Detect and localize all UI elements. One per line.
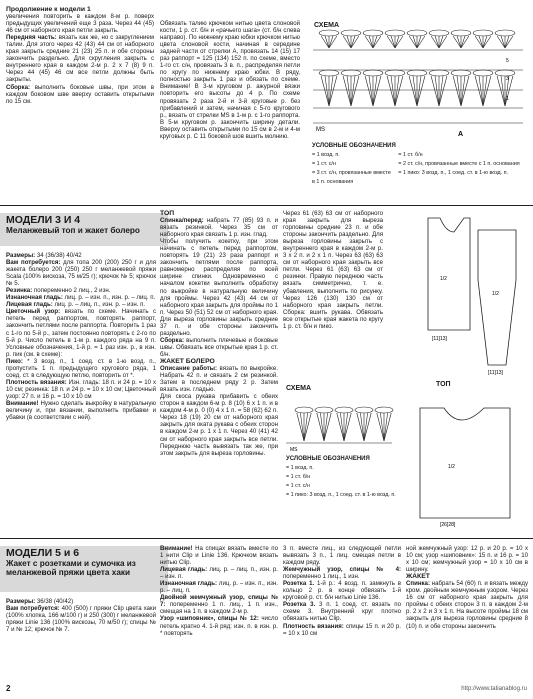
- stitch-mark: [343, 36, 351, 48]
- stitch-mark: [373, 36, 381, 48]
- stitch-mark: [337, 413, 344, 441]
- inline-label: Лицевая гладь:: [6, 301, 53, 309]
- paragraph-text: 3 п. вместе лиц., из следующей петли вывязать 3 п., 1 лиц. смещая петли в каждом ряду.: [283, 545, 401, 567]
- paragraph-text: набрать 54 (60) п. и вязать между кром. двойным жемчужным узором. Через 16 см от наборного края закрыть для проймы с обеих сторон 3 п. в каждом 2-м р. 2 х 2 и 3 х 1 п. На высоте проймы 18 см закрыть для выреза горловины средние 8 (10) п. и обе стороны закончить: [406, 580, 528, 630]
- stitch-mark: [475, 36, 483, 48]
- chain-loop: [407, 70, 427, 76]
- stitch-mark: [329, 76, 337, 106]
- paragraph: [160, 238, 278, 337]
- stitch-mark: [457, 36, 461, 48]
- scheme1-crochet-chart: [308, 28, 528, 138]
- inline-label: Описание работы:: [160, 365, 218, 373]
- stitch-mark: [325, 36, 329, 48]
- watermark-url: http://www.tatianablog.ru: [461, 686, 527, 692]
- divider-2: [0, 538, 533, 539]
- paragraph: [283, 623, 401, 637]
- svg-text:1/2: 1/2: [448, 464, 455, 470]
- stitch-mark: [417, 36, 421, 48]
- paragraph-text: 36/38 (40/42): [35, 598, 74, 605]
- paragraph-text: лиц. р. – изн. п., изн. р. – лиц. п.: [62, 294, 156, 302]
- page-number: 2: [6, 684, 11, 693]
- chain-loop: [473, 70, 493, 76]
- chain-loop: [429, 30, 449, 36]
- stitch-mark: [344, 413, 348, 441]
- stitch-mark: [329, 36, 333, 48]
- top-pattern-diagram: [400, 388, 528, 528]
- stitch-mark: [431, 36, 439, 48]
- svg-text:1: 1: [506, 96, 509, 102]
- stitch-mark: [409, 36, 417, 48]
- stitch-mark: [357, 413, 364, 441]
- stitch-mark: [329, 36, 337, 48]
- inline-label: Сборка:: [160, 336, 184, 344]
- stitch-mark: [304, 413, 308, 441]
- stitch-mark: [395, 76, 399, 106]
- paragraph-text: лиц. р. – лиц. п., изн. р. – изн. п.: [160, 566, 278, 581]
- paragraph: [6, 252, 156, 259]
- paragraph: [160, 594, 278, 615]
- chain-loop: [355, 407, 373, 413]
- paragraph-text: 1-й р.: 4 возд. п. замкнуть в кольцо 2 р. в конце обвязать 1-й круговой р. ст. б/н нитью Linie 136.: [283, 580, 401, 602]
- chain-loop: [385, 30, 405, 36]
- paragraph: [160, 615, 278, 636]
- legend-item: = 3 ст. с/н, провязанные вместе в 1 п. основания: [312, 170, 391, 185]
- inline-label: Внимание!: [160, 545, 193, 552]
- scheme1-title: СХЕМА: [314, 22, 340, 29]
- stitch-mark: [365, 76, 373, 106]
- paragraph: [6, 294, 156, 301]
- diagram-label-sleeve: 1/2: [492, 291, 499, 297]
- paragraph: [283, 545, 401, 566]
- paragraph-text: число петель кратно 4. 1-й ряд: изн. п. в изн. р. * повторять: [160, 615, 278, 637]
- stitch-mark: [395, 36, 399, 48]
- paragraph: [160, 545, 278, 566]
- paragraph-text: 400 (500) г пряжи Clip цвета хаки (100% хлопка, 166 м/100 г) и 250 (300) г меланжевой пряжи Linie 136 (100% вискозы, 70 м/50 г); спицы № 7 и № 12; крючок № 7.: [6, 605, 156, 634]
- legend-item: = 1 ст. б/н: [398, 152, 423, 158]
- paragraph: [283, 601, 401, 622]
- paragraph: Через 61 (63) 63 см от наборного края закрыть для выреза горловины средние 23 п. и обе стороны закончить раздельно. Для выреза горловины закрыть с внутреннего края в каждом 2-м р. 3 х 2 п. и 2 х 1 п. Через 63 (63) 63 см от наборного края закрыть все петли. Через 61 (63) 63 см от резинки. Правую переднюю часть вязать симметрично, т. е. убавления, выполнить по рисунку. Через 126 (130) 130 см от наборного края закрыть петли. Сборка: вшить рукава. Обвязать все открытые края жакета по кругу 1 р. ст. б/н и пико.: [283, 210, 383, 330]
- chain-loop: [363, 30, 383, 36]
- stitch-mark: [317, 413, 324, 441]
- paragraph-text: Чтобы получить кокетку, при этом начинать с петель перед раппортом, повторять 19 (21) 23 раза раппорт и закончить петлями после раппорта, равномерно распределяя по всей ширине спинки. Одновременно с началом кокетки выполнить обработку по выкройке в натуральную величину для проймы. Через 42 (43) 44 см от наборного края закрыть для проймы по 1 п. Через 50 (51) 52 см от наборного края. Для выреза горловины закрыть средние 37 п. и обе стороны закончить раздельно.: [160, 238, 278, 337]
- diagram-label-back: 1/2: [440, 276, 447, 282]
- stitch-mark: [329, 76, 333, 106]
- model56-materials-text: [6, 598, 156, 683]
- inline-label: Спинка/перед:: [160, 217, 204, 225]
- svg-text:[26]28]: [26]28]: [440, 522, 456, 528]
- stitch-mark: [297, 413, 304, 441]
- model34-materials-text: [6, 252, 156, 532]
- svg-text:5: 5: [506, 58, 509, 64]
- stitch-mark: [413, 36, 417, 48]
- stitch-mark: [343, 76, 351, 106]
- section-heading: ЖАКЕТ: [406, 573, 430, 581]
- inline-label: Жемчужный узор, спицы № 4:: [283, 566, 401, 574]
- paragraph: [6, 400, 156, 421]
- scheme1-legend: [312, 142, 530, 187]
- inline-label: Передняя часть:: [6, 34, 57, 42]
- stitch-mark: [384, 413, 388, 441]
- stitch-mark: [483, 76, 491, 106]
- stitch-mark: [324, 413, 328, 441]
- model56-rosettes-text: [283, 545, 401, 685]
- model56-title: МОДЕЛИ 5 и 6: [6, 547, 80, 559]
- paragraph: [160, 393, 278, 456]
- stitch-mark: [439, 36, 447, 48]
- scheme2-crochet-chart: [284, 393, 394, 453]
- stitch-mark: [417, 36, 425, 48]
- legend-item: = 1 ст. с/н: [312, 161, 336, 167]
- svg-text:[11]13]: [11]13]: [488, 370, 503, 376]
- section-heading: Продолжение к модели 1: [6, 6, 91, 13]
- stitch-mark: [320, 413, 324, 441]
- inline-label: Двойной жемчужный узор, спицы № 7:: [160, 594, 278, 609]
- inline-label: Размеры:: [6, 598, 36, 605]
- stitch-mark: [321, 36, 329, 48]
- model56-subtitle: Жакет с розетками и сумочка из меланжевой пряжи цвета хаки: [6, 559, 136, 577]
- inline-label: Вам потребуется:: [6, 259, 61, 267]
- stitch-mark: [380, 413, 384, 441]
- stitch-mark: [387, 36, 395, 48]
- paragraph-text: увеличения повторить в каждом 8-м р. поверх предыдущих увеличений еще 3 раза. Через 44 (45) 46 см от наборного края петли закрыть.: [6, 13, 154, 35]
- stitch-mark: [505, 36, 509, 48]
- stitch-mark: [453, 76, 461, 106]
- inline-label: Плотность вязания:: [6, 378, 67, 386]
- stitch-mark: [439, 76, 447, 106]
- stitch-mark: [505, 36, 513, 48]
- chain-loop: [407, 30, 427, 36]
- paragraph-text: 3 п. 1 соед. ст. вязать по схеме 3. Внутренний круг плотно обвязать нитью Clip.: [283, 601, 401, 623]
- stitch-mark: [395, 36, 403, 48]
- paragraph: [160, 566, 278, 580]
- stitch-mark: [373, 76, 381, 106]
- chain-loop: [341, 30, 361, 36]
- stitch-mark: [391, 36, 395, 48]
- inline-label: Розетка 3.: [283, 601, 316, 609]
- divider-1: [0, 205, 533, 206]
- inline-label: Изнаночная гладь:: [6, 294, 63, 302]
- stitch-mark: [373, 76, 377, 106]
- paragraph-text: попеременно 2 лиц., 2 изн.: [32, 287, 111, 295]
- stitch-mark: [475, 76, 483, 106]
- chain-loop: [335, 407, 353, 413]
- legend-item: = 1 возд. п.: [312, 152, 340, 158]
- model34-jacket-instructions: [283, 210, 383, 380]
- stitch-mark: [364, 413, 368, 441]
- model34-top-instructions: [160, 210, 278, 535]
- paragraph: [283, 566, 401, 580]
- inline-label: Внимание!: [6, 399, 39, 407]
- paragraph: [6, 84, 154, 105]
- paragraph-text: * 3 возд. п., 1 соед. ст. в 1-ю возд. п., пропустить 1 п. предыдущего кругового ряда, 1 соед. ст. в следующую петлю, повторить от *.: [6, 357, 156, 379]
- paragraph-text: лиц. р. – изн. п., изн. р. – лиц. п.: [160, 580, 278, 595]
- stitch-mark: [435, 76, 439, 106]
- inline-label: Узор «шиповник», спицы № 12:: [160, 615, 259, 623]
- jacket-pattern-diagram: [388, 210, 528, 380]
- section-heading: ТОП: [160, 210, 175, 217]
- model56-jacket-text: [406, 545, 528, 685]
- stitch-mark: [417, 76, 425, 106]
- stitch-mark: [439, 36, 443, 48]
- stitch-mark: [321, 76, 329, 106]
- paragraph: [160, 580, 278, 594]
- legend-item: = 1 пико: 3 возд. п., 1 соед. ст. в 1-ю возд. п.: [286, 492, 396, 498]
- stitch-mark: [364, 413, 371, 441]
- stitch-mark: [351, 76, 355, 106]
- paragraph-text: попеременно 1 лиц., 1 изн.: [283, 573, 360, 581]
- stitch-mark: [461, 36, 465, 48]
- paragraph: [406, 580, 528, 629]
- stitch-mark: [483, 36, 487, 48]
- chain-loop: [473, 30, 493, 36]
- paragraph: [6, 259, 156, 287]
- legend-item: = 1 ст. с/н: [286, 483, 310, 489]
- paragraph: [283, 580, 401, 601]
- svg-text:MS: MS: [290, 447, 298, 453]
- paragraph: [6, 598, 156, 605]
- legend2-title: УСЛОВНЫЕ ОБОЗНАЧЕНИЯ: [286, 456, 370, 462]
- chain-loop: [319, 70, 339, 76]
- stitch-mark: [347, 76, 351, 106]
- paragraph: [406, 545, 528, 573]
- chain-loop: [429, 70, 449, 76]
- paragraph: [6, 308, 156, 357]
- inline-label: Спинка:: [406, 580, 430, 588]
- stitch-mark: [351, 76, 359, 106]
- chain-loop: [495, 70, 515, 76]
- stitch-mark: [365, 36, 373, 48]
- svg-text:A: A: [458, 131, 464, 138]
- stitch-mark: [461, 36, 469, 48]
- paragraph-text: вязать как же, но с закруглением талии. Для этого через 42 (43) 44 см от наборного края закрыть средние 21 (23) 25 п. и обе стороны закончить раздельно. Для скругления закрыть с внутреннего края в каждом 2-м р. 2 х 7 (8) 9 п. Через 44 (45) 46 см все петли должны быть закрыты.: [6, 34, 154, 84]
- paragraph-text: попеременно 1 п. лиц., 1 п. изн., смещая на 1 п. в каждом 2-м р.: [160, 601, 278, 616]
- chain-loop: [315, 407, 333, 413]
- inline-label: Резинка:: [6, 287, 33, 295]
- stitch-mark: [501, 76, 505, 106]
- scheme2-legend: [286, 455, 396, 500]
- model34-title-band: [0, 213, 168, 246]
- stitch-mark: [497, 36, 505, 48]
- chain-loop: [385, 70, 405, 76]
- paragraph: Обвязать талию крючком нитью цвета слоновой кости, 1 р. ст. б/н и «рачьего шага» (ст. б/н слева направо). По нижнему краю юбки крючком нитью цвета слоновой кости, начиная в середине задней части от стрелки А, провязать 14 (15) 17 раз раппорт = 125 (134) 152 п. по схеме, вместо 1-го ст. с/н, провязать 3 в. п., распределяя петли по кругу по нижнему краю юбки. В ряду, полностью закрыть 1 раз и обязать по схеме. Внимание! В 3-м круговом р. ажурной вязки повторить его высоты до 4 р. По схеме провязать 2 раза 2-й и 3-й круговые р. без прибавлений и затем, начиная с 5-го кругового р., вязать от стрелки MS в 1-м р. с 1-го раппорта. В 5-м круговом р. закончить ширину детали. Вверху оставить открытыми по 15 см в 2-м и 4-м круговых р. С 11 боковой шов вшить молнию.: [160, 20, 300, 140]
- legend-item: = 1 возд. п.: [286, 465, 314, 471]
- paragraph-text: спицы 15 п. и 20 р. = 10 х 10 см: [283, 622, 401, 637]
- paragraph-text: для топа 200 (200) 250 г и для жакета болеро 200 (250) 250 г меланжевой пряжи Scala (100% вискоза, 75 м/25 г); крючок № 5; крючок № 5.: [6, 259, 156, 288]
- paragraph: [160, 365, 278, 393]
- stitch-mark: [300, 413, 304, 441]
- stitch-mark: [483, 76, 487, 106]
- stitch-mark: [369, 76, 373, 106]
- stitch-mark: [479, 76, 483, 106]
- stitch-mark: [417, 76, 421, 106]
- paragraph-text: ной жемчужный узор: 12 р. и 20 р. = 10 х 10 см; узор «шиповник»: 15 п. и 16 р. = 10 х 10 см; жемчужный узор = 10 х 10 см в ширину.: [406, 545, 528, 574]
- model34-subtitle: Меланжевый топ и жакет болеро: [6, 226, 140, 235]
- chain-loop: [451, 70, 471, 76]
- stitch-mark: [351, 36, 359, 48]
- legend-item: = 2 ст. с/н, провязанные вместе с 1 п. основания: [398, 161, 520, 167]
- stitch-mark: [461, 76, 465, 106]
- stitch-mark: [369, 36, 373, 48]
- stitch-mark: [373, 36, 377, 48]
- inline-label: Сборка:: [6, 83, 30, 91]
- stitch-mark: [360, 413, 364, 441]
- paragraph: [6, 358, 156, 379]
- stitch-mark: [409, 76, 417, 106]
- paragraph: [6, 605, 156, 633]
- stitch-mark: [413, 76, 417, 106]
- paragraph-text: вязать по схеме. Начинать с петель перед раппортом, повторять раппорт, закончить петлями после раппорта. Повторить 1 раз с 1-го по 5-й р., затем постоянно повторять с 2-го по 5-й р. Число петель в 1-м р. каждого ряда на 9 п. Условные обозначения, 1-й р. = 1 раз изн. р., в изн. р. пик (см. в схеме):: [6, 308, 156, 358]
- inline-label: Размеры:: [6, 252, 36, 259]
- paragraph: [160, 217, 278, 238]
- paragraph-text: Изн. гладь: 18 п. и 24 р. = 10 х 10 см; резинка: 18 п. и 24 р. = 10 х 10 см; Цветочный узор: 27 п. и 16 р. = 10 х 10 см: [6, 378, 156, 400]
- paragraph: [6, 13, 154, 34]
- paragraph-text: На спицах вязать вместе по 1 нити Clip и Linie 136. Крючком вязать нитью Clip.: [160, 545, 278, 567]
- paragraph-text: выполнить боковые швы, при этом в каждом боковом шве вверху оставить открытыми по 15 см.: [6, 83, 154, 105]
- svg-text:[11]13]: [11]13]: [432, 336, 447, 342]
- inline-label: Розетка 1.: [283, 580, 315, 588]
- stitch-mark: [501, 36, 505, 48]
- model56-title-band: [0, 546, 168, 592]
- chain-loop: [295, 407, 313, 413]
- stitch-mark: [453, 36, 461, 48]
- stitch-mark: [461, 76, 469, 106]
- stitch-mark: [304, 413, 311, 441]
- paragraph: [160, 337, 278, 358]
- svg-text:3: 3: [506, 76, 509, 82]
- paragraph-text: вязать по выкройке. Набрать 42 п. и связать 2 см резинкой. Затем в последнем ряду 2 р. Затем вязать изн. гладью.: [160, 365, 278, 394]
- stitch-mark: [483, 36, 491, 48]
- chain-loop: [341, 70, 361, 76]
- top-diagram-title: ТОП: [436, 381, 451, 388]
- model1-assembly-text: [160, 20, 300, 210]
- stitch-mark: [431, 76, 439, 106]
- legend-item: = 1 ст. б/н: [286, 474, 311, 480]
- stitch-mark: [324, 413, 331, 441]
- legend-item: = 1 пико: 3 возд. п., 1 соед. ст. в 1-ю возд. п.: [398, 170, 509, 176]
- stitch-mark: [391, 76, 395, 106]
- paragraph: [6, 287, 156, 294]
- inline-label: Лицевая гладь:: [160, 566, 208, 574]
- inline-label: Цветочный узор:: [6, 308, 61, 316]
- stitch-mark: [395, 76, 403, 106]
- stitch-mark: [439, 76, 443, 106]
- paragraph-text: Нужно сделать выкройку в натуральную величину и, при вязании, выполнить прибавки и убавки (в соответствии с ней).: [6, 399, 156, 422]
- paragraph-text: набрать 77 (85) 93 п. и вязать резинкой. Через 35 см от наборного края связать 1 р. изн. глад.: [160, 217, 278, 239]
- chain-loop: [495, 30, 515, 36]
- chain-loop: [363, 70, 383, 76]
- paragraph: [6, 34, 154, 83]
- inline-label: Плотность вязания:: [283, 622, 344, 630]
- paragraph: [6, 379, 156, 400]
- stitch-mark: [340, 413, 344, 441]
- stitch-mark: [344, 413, 351, 441]
- model1-continued-text: [6, 6, 154, 206]
- model34-title: МОДЕЛИ 3 И 4: [6, 214, 81, 226]
- stitch-mark: [325, 76, 329, 106]
- legend1-title: УСЛОВНЫЕ ОБОЗНАЧЕНИЯ: [312, 143, 396, 149]
- scheme2-title: СХЕМА: [286, 385, 312, 392]
- stitch-mark: [497, 76, 505, 106]
- stitch-mark: [435, 36, 439, 48]
- paragraph-text: лиц. р. – лиц. п., изн. р. – изн. п.: [52, 301, 146, 309]
- model56-patterns-text: [160, 545, 278, 685]
- svg-text:MS: MS: [316, 127, 325, 133]
- stitch-mark: [351, 36, 355, 48]
- chain-loop: [319, 30, 339, 36]
- stitch-mark: [347, 36, 351, 48]
- inline-label: Изнаночная гладь:: [160, 580, 218, 588]
- stitch-mark: [377, 413, 384, 441]
- stitch-mark: [479, 36, 483, 48]
- paragraph: [6, 301, 156, 308]
- section-heading: ЖАКЕТ БОЛЕРО: [160, 357, 215, 365]
- stitch-mark: [384, 413, 391, 441]
- chain-loop: [451, 30, 471, 36]
- inline-label: Пико:: [6, 357, 23, 365]
- paragraph-text: Для скоса рукава прибавить с обеих сторон в каждом 6-м р. 8 (10) 6 х 1 п. и в каждом 4-м р. 0 (0) 4 х 1 п. = 58 (62) 62 п. Через 18 (19) 20 см от наборного края закрыть для оката рукава с обеих сторон в каждом 2-м р. 1 х 1 п. Через 40 (41) 42 см от наборного края закрыть все петли. Переднюю часть вывязать так же, при этом закрыть для выреза горловины.: [160, 393, 278, 457]
- paragraph-text: выполнить плечевые и боковые швы. Обвязать все открытые края 1 р. ст. б/н.: [160, 336, 278, 358]
- chain-loop: [375, 407, 393, 413]
- stitch-mark: [457, 76, 461, 106]
- inline-label: Вам потребуется:: [6, 605, 60, 613]
- paragraph-text: 34 (36/38) 40/42: [35, 252, 82, 259]
- stitch-mark: [387, 76, 395, 106]
